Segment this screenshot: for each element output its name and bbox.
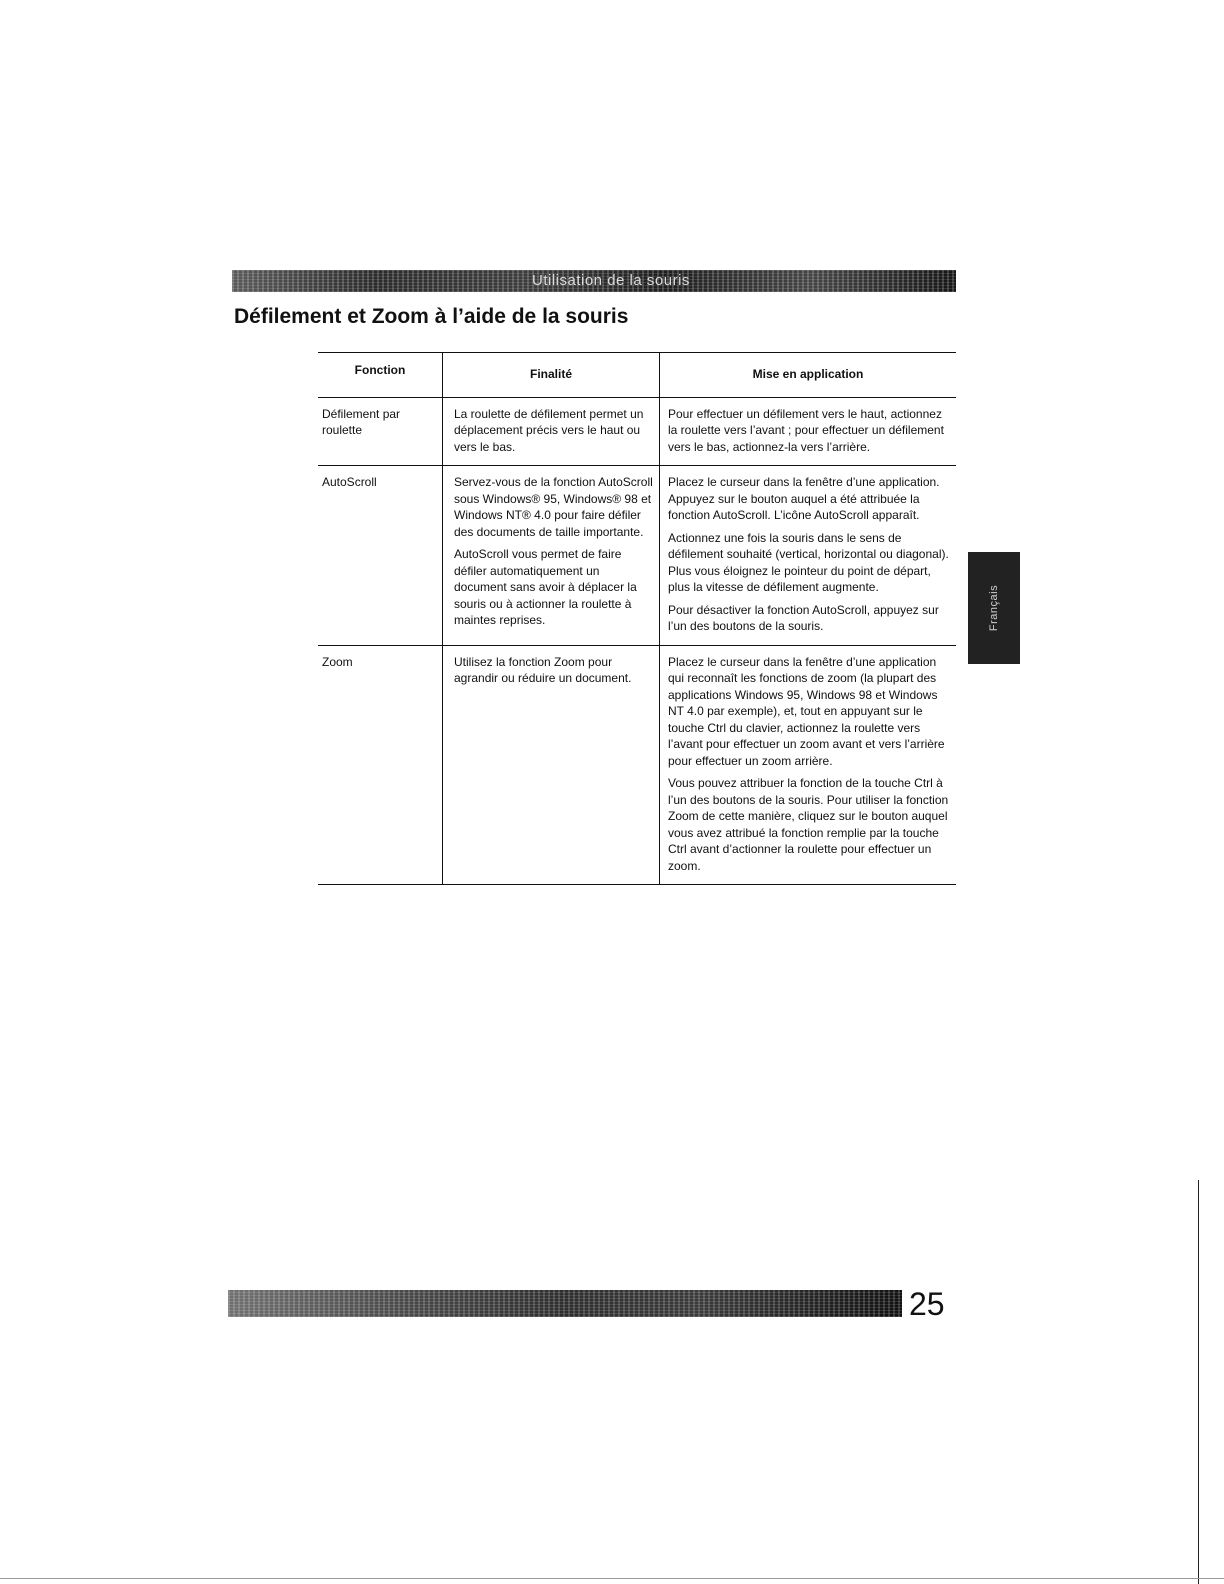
- column-header-mise-en-application: Mise en application: [660, 353, 957, 398]
- function-table: [318, 352, 956, 885]
- language-side-tab: [968, 552, 1020, 664]
- cell-paragraph: AutoScroll vous permet de faire défiler automatiquement un document sans avoir à déplacer la souris ou à actionner la roulette à maintes reprises.: [454, 547, 637, 627]
- page-title: Défilement et Zoom à l’aide de la souris: [234, 305, 629, 328]
- cell-paragraph: Actionnez une fois la souris dans le sens de défilement souhaité (vertical, horizontal ou diagonal). Plus vous éloignez le pointeur du point de départ, plus la vitesse de défilement augmente.: [668, 530, 949, 594]
- cell-finalite: [443, 397, 660, 466]
- cell-mise-en-application: [660, 397, 957, 466]
- page-number: 25: [909, 1286, 945, 1322]
- cell-paragraph: Placez le curseur dans la fenêtre d’une application qui reconnaît les fonctions de zoom (la plupart des applications Windows 95, Windows 98 et Windows NT 4.0 par exemple), et, tout en appuyant sur le touche Ctrl du clavier, actionnez la roulette vers l’avant pour effectuer un zoom avant et vers l’arrière pour effectuer un zoom arrière.: [668, 654, 945, 768]
- cell-paragraph: La roulette de défilement permet un déplacement précis vers le haut ou vers le bas.: [454, 406, 644, 454]
- language-side-tab-label: Français: [988, 584, 1000, 632]
- column-header-fonction: Fonction: [318, 353, 443, 398]
- scan-bottom-line: [0, 1578, 1224, 1579]
- table-row-defilement: [318, 397, 956, 466]
- cell-paragraph: Pour effectuer un défilement vers le haut, actionnez la roulette vers l’avant ; pour effectuer un défilement vers le bas, actionnez-la vers l’arrière.: [668, 406, 944, 454]
- table-row-zoom: [318, 645, 956, 885]
- cell-finalite: [443, 645, 660, 885]
- cell-finalite: [443, 466, 660, 646]
- header-band-label: Utilisation de la souris: [532, 272, 690, 289]
- cell-paragraph: Pour désactiver la fonction AutoScroll, appuyez sur l’un des boutons de la souris.: [668, 602, 939, 633]
- cell-mise-en-application: [660, 466, 957, 646]
- cell-mise-en-application: [660, 645, 957, 885]
- footer-band: [228, 1290, 902, 1317]
- cell-fonction: Zoom: [322, 654, 353, 669]
- cell-fonction: AutoScroll: [322, 475, 377, 489]
- column-header-finalite: Finalité: [443, 353, 660, 398]
- table-header-row: [318, 353, 956, 398]
- cell-paragraph: Servez-vous de la fonction AutoScroll sous Windows® 95, Windows® 98 et Windows NT® 4.0 pour faire défiler des documents de taille importante.: [454, 475, 653, 539]
- cell-paragraph: Utilisez la fonction Zoom pour agrandir ou réduire un document.: [454, 654, 632, 685]
- cell-fonction: Défilement par roulette: [322, 406, 401, 437]
- cell-paragraph: Placez le curseur dans la fenêtre d’une application. Appuyez sur le bouton auquel a été attribuée la fonction AutoScroll. L’icône AutoScroll apparaît.: [668, 475, 940, 522]
- table-row-autoscroll: [318, 466, 956, 646]
- scan-edge-line: [1198, 1180, 1199, 1584]
- cell-paragraph: Vous pouvez attribuer la fonction de la touche Ctrl à l’un des boutons de la souris. Pour utiliser la fonction Zoom de cette manière, cliquez sur le bouton auquel vous avez attribué la fonction remplie par la touche Ctrl avant d’actionner la roulette pour effectuer un zoom.: [668, 776, 949, 873]
- header-band: [232, 270, 956, 292]
